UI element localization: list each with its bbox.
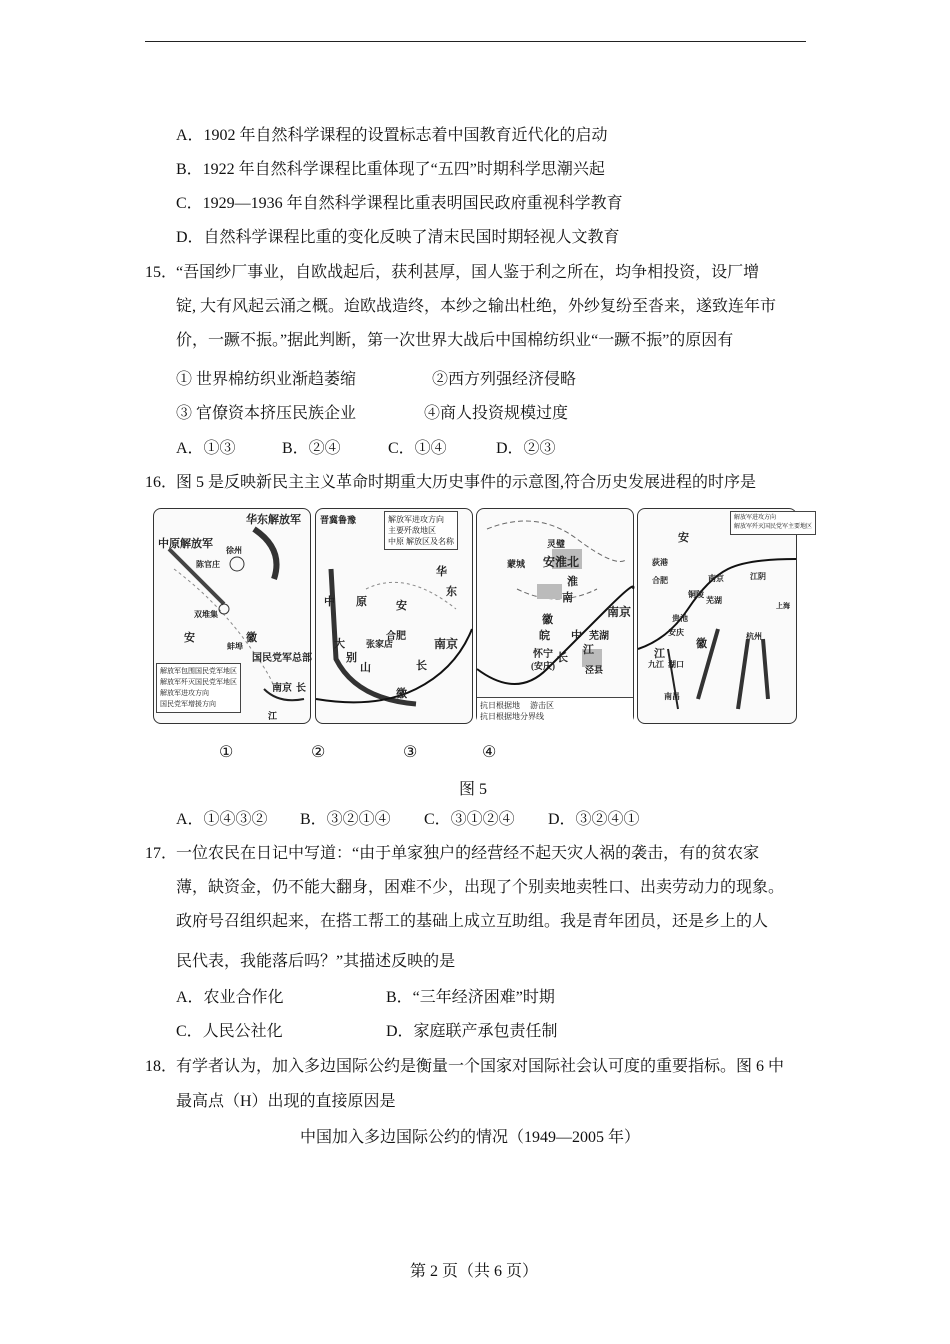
map-place-label: 徽 <box>246 632 257 644</box>
map-place-label: 长 <box>557 652 568 664</box>
map-place-label: 南京 <box>708 574 724 583</box>
legend-item: 抗日根据地分界线 <box>480 712 544 721</box>
map-place-label: 怀宁 <box>533 649 553 660</box>
map-place-label: 安 <box>184 632 195 644</box>
map-place-label: 江 <box>268 711 278 721</box>
map-place-label: 南京 <box>607 605 632 619</box>
map-place-label: 泾县 <box>585 665 604 675</box>
q16-option-c: C．③①②④ <box>424 811 515 828</box>
map-place-label: 陈官庄 <box>196 560 220 569</box>
map-place-label: 淮 <box>567 576 578 588</box>
map4-legend <box>730 511 816 535</box>
q17-stem-line: 一位农民在日记中写道：“由于单家独户的经营经不起天灾人祸的袭击，有的贫农家 <box>176 845 760 862</box>
map-place-label: 中 <box>324 596 335 608</box>
map-place-label: 铜陵 <box>688 590 704 599</box>
q16-option-a: A．①④③② <box>176 811 268 828</box>
page-footer: 第 2 页（共 6 页） <box>410 1263 539 1280</box>
map-place-label: 贵池 <box>672 614 688 623</box>
q15-option-a: A．①③ <box>176 440 236 457</box>
q15-stem-line: 价，一蹶不振。”据此判断，第一次世界大战后中国棉纺织业“一蹶不振”的原因有 <box>176 332 734 349</box>
legend-item: 抗日根据地 <box>480 701 520 710</box>
map-place-label: 徽 <box>396 688 407 700</box>
map-place-label: 湖口 <box>668 660 684 669</box>
map-place-label: 芜湖 <box>589 631 609 642</box>
map-place-label: 大 <box>334 638 345 650</box>
legend-item: 解放军进攻方向 <box>734 515 777 521</box>
map-place-label: 双堆集 <box>194 610 218 619</box>
map-place-label: 国民党军总部 <box>252 653 312 664</box>
q17-stem-line: 薄，缺资金，仍不能大翻身，困难不少，出现了个别卖地卖牲口、出卖劳动力的现象。 <box>176 879 785 896</box>
map-label-2: ② <box>311 744 326 761</box>
legend-item: 国民党军增援方向 <box>160 700 216 708</box>
map-place-label: 芜湖 <box>706 596 722 605</box>
figure-caption: 图 5 <box>459 781 488 798</box>
map-place-label: 南 <box>562 592 573 604</box>
q17-stem-line: 民代表，我能落后吗？”其描述反映的是 <box>176 953 456 970</box>
q14-option-b: B．1922 年自然科学课程比重体现了“五四”时期科学思潮兴起 <box>176 161 605 178</box>
map-place-label: 南京 <box>434 637 459 651</box>
map-place-label: 江 <box>583 644 594 656</box>
map-place-label: 晋冀鲁豫 <box>320 515 357 525</box>
map-place-label: 徽 <box>542 614 553 626</box>
map-place-label: 别 <box>346 652 357 664</box>
map-label-4: ④ <box>482 744 497 761</box>
map-place-label: 华 <box>436 566 447 578</box>
q18-stem-line: 有学者认为，加入多边国际公约是衡量一个国家对国际社会认可度的重要指标。图 6 中 <box>176 1058 785 1075</box>
map-place-label: 中 <box>571 630 582 642</box>
q16-stem: 图 5 是反映新民主主义革命时期重大历史事件的示意图,符合历史发展进程的时序是 <box>176 474 757 491</box>
legend-item: 解放军歼灭国民党军主要地区 <box>734 524 813 530</box>
q14-option-d: D．自然科学课程比重的变化反映了清末民国时期轻视人文教育 <box>176 229 620 246</box>
legend-item: 解放军进攻方向 <box>388 515 444 524</box>
map-place-label: 中原解放军 <box>158 538 213 550</box>
map-place-label: 张家店 <box>366 639 394 649</box>
q17-option-a: A．农业合作化 <box>176 989 284 1006</box>
q16-option-d: D．③②④① <box>548 811 640 828</box>
map-place-label: 安 <box>678 532 689 544</box>
map-dabie-mountains <box>315 508 473 724</box>
map-place-label: 江 <box>654 648 665 660</box>
map-place-label: 江阴 <box>750 572 766 581</box>
map-place-label: 长 <box>416 660 427 672</box>
q15-stem-line: “吾国纱厂事业，自欧战起后，获利甚厚，国人鉴于利之所在，均争相投资，设厂增 <box>176 264 760 281</box>
map-place-label: 合肥 <box>652 576 668 585</box>
q15-stem-line: 锭, 大有风起云涌之概。迨欧战造终，本纱之输出杜绝，外纱复纷至沓来，遂致连年市 <box>176 298 777 315</box>
legend-item: 解放军包围国民党军地区 <box>160 667 237 675</box>
map-place-label: 安 <box>396 600 407 612</box>
q15-option-d: D．②③ <box>496 440 556 457</box>
map-place-label: 徐州 <box>226 546 242 555</box>
q15-item: ②西方列强经济侵略 <box>432 371 577 388</box>
map-place-label: 南京 <box>272 683 292 694</box>
map-anti-japanese-bases <box>476 508 634 724</box>
map-place-label: 东 <box>446 586 457 598</box>
q15-option-b: B．②④ <box>282 440 341 457</box>
q15-item: ① 世界棉纺织业渐趋萎缩 <box>176 371 357 388</box>
legend-item: 主要歼敌地区 <box>388 526 436 535</box>
map-place-label: 蚌埠 <box>227 642 243 651</box>
chart-title: 中国加入多边国际公约的情况（1949—2005 年） <box>300 1129 641 1146</box>
map-place-label: 上海 <box>776 602 790 610</box>
map-place-label: 安庆 <box>668 628 684 637</box>
map-huaihai-campaign <box>153 508 311 724</box>
map-label-3: ③ <box>403 744 418 761</box>
q15-number: 15． <box>145 264 178 281</box>
map2-legend <box>384 511 458 550</box>
q14-option-a: A．1902 年自然科学课程的设置标志着中国教育近代化的启动 <box>176 127 608 144</box>
map-place-label: 山 <box>360 662 371 674</box>
q17-option-d: D．家庭联产承包责任制 <box>386 1023 558 1040</box>
map-place-label: 徽 <box>696 638 707 650</box>
q17-option-c: C．人民公社化 <box>176 1023 283 1040</box>
legend-item: 中原 解放区及名称 <box>388 537 454 546</box>
map-place-label: 华东解放军 <box>246 514 301 526</box>
map-place-label: 合肥 <box>386 631 406 642</box>
q18-stem-line: 最高点（H）出现的直接原因是 <box>176 1093 396 1110</box>
map1-legend <box>156 663 241 713</box>
map-crossing-yangtze <box>637 508 813 724</box>
map-place-label: 蒙城 <box>507 559 526 569</box>
q18-number: 18． <box>145 1058 178 1075</box>
map3-legend <box>477 697 633 724</box>
map-place-label: 皖 <box>539 630 550 642</box>
legend-item: 游击区 <box>530 701 554 710</box>
map-place-label: 安淮北 <box>543 555 580 569</box>
q14-option-c: C．1929—1936 年自然科学课程比重表明国民政府重视科学教育 <box>176 195 623 212</box>
header-rule <box>145 41 806 42</box>
map-place-label: 长 <box>296 683 306 694</box>
map-place-label: (安庆) <box>531 661 555 671</box>
q17-number: 17． <box>145 845 178 862</box>
q17-stem-line: 政府号召组织起来，在搭工帮工的基础上成立互助组。我是青年团员，还是乡上的人 <box>176 913 769 930</box>
map-place-label: 九江 <box>648 660 664 669</box>
legend-item: 解放军进攻方向 <box>160 689 209 697</box>
map-place-label: 灵璧 <box>547 539 566 549</box>
legend-item: 解放军歼灭国民党军地区 <box>160 678 237 686</box>
q15-item: ③ 官僚资本挤压民族企业 <box>176 405 357 422</box>
map-place-label: 原 <box>356 596 367 608</box>
q16-option-b: B．③②①④ <box>300 811 391 828</box>
q15-item: ④商人投资规模过度 <box>424 405 569 422</box>
map-place-label: 杭州 <box>746 632 762 641</box>
map-place-label: 南昌 <box>664 692 680 701</box>
q16-number: 16． <box>145 474 178 491</box>
q17-option-b: B．“三年经济困难”时期 <box>386 989 555 1006</box>
map-label-1: ① <box>219 744 234 761</box>
q15-option-c: C．①④ <box>388 440 447 457</box>
map-place-label: 荻港 <box>652 558 668 567</box>
